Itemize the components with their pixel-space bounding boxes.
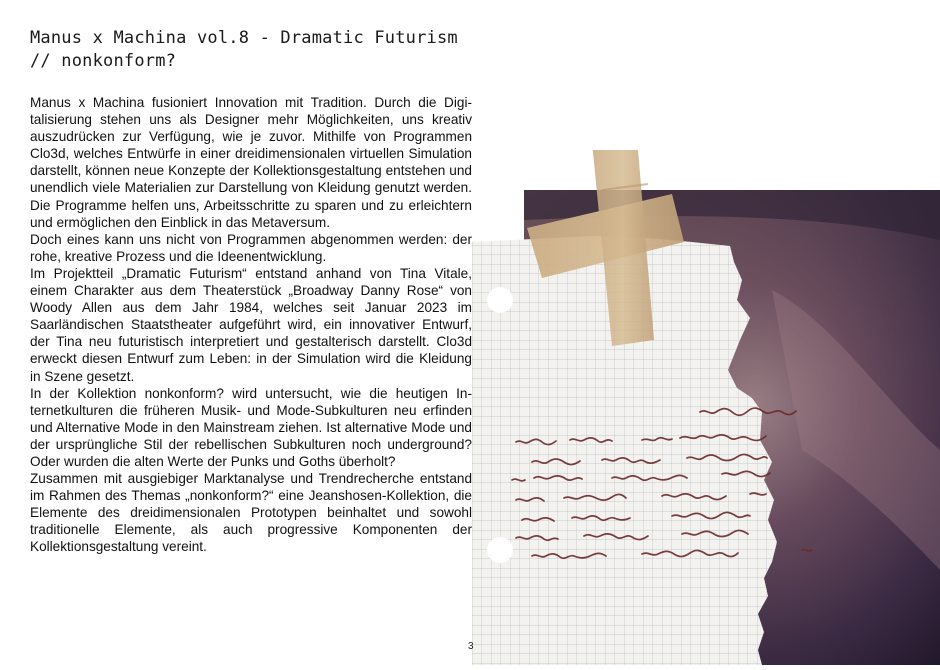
paragraph-1: Manus x Machina fusioniert Innovation mit Tradition. Durch die Digitalisierung stehen uns als Designer mehr Möglichkeiten, uns kreativ auszudrücken zur Verfügung, wie je zuvor. Mithilfe von Programmen Clo3d, welches Entwürfe in einer dreidimensionalen virtuellen Simulation darstellt, können neue Konzepte der Kollektionsgestaltung entstehen und unendlich viele Materialien zur Darstellung von Kleidung genutzt werden. Die Programme helfen uns, Arbeitsschritte zu sparen und zu erleichtern und ermöglichen den Einblick in das Metaversum. — [30, 95, 472, 230]
page-title — [30, 27, 480, 73]
paragraph-5: Zusammen mit ausgiebiger Marktanalyse und Trendrecherche entstand im Rahmen des Themas „nonkonform?“ eine Jeanshosen-Kollektion, die Elemente des dreidimensionalen Prototypen beinhaltet und sowohl traditionelle Elemente, als auch progressive Komponenten der Kollektionsgestaltung vereint. — [30, 471, 472, 555]
title-line-1: Manus x Machina vol.8 - Dramatic Futurism — [30, 28, 458, 48]
title-line-2: // nonkonform? — [30, 51, 177, 71]
paragraph-4: In der Kollektion nonkonform? wird untersucht, wie die heutigen Internetkulturen die früheren Musik- und Mode-Subkulturen neu erfinden und Alternative Mode in den Mainstream ziehen. Ist alternative Mode und der ursprüngliche Stil der rebellischen Subkulturen noch underground? Oder wurden die alten Werte der Punks und Goths überholt? — [30, 385, 472, 469]
paragraph-2: Doch eines kann uns nicht von Programmen abgenommen werden: der rohe, kreative Prozess und die Ideenentwicklung. — [30, 231, 472, 264]
body-text — [30, 94, 472, 556]
collage-image — [472, 150, 940, 665]
paragraph-3: Im Projektteil „Dramatic Futurism“ entstand anhand von Tina Vitale, einem Charakter aus dem Theaterstück „Broadway Danny Rose“ von Woody Allen aus dem Jahr 1984, welches seit Januar 2023 im Saarländischen Staatstheater aufgeführt wird, ein innovativer Entwurf, der Tina neu futuristisch interpretiert und gestalterisch darstellt. Clo3d erweckt diesen Entwurf zum Leben: in der Simulation wird die Kleidung in Szene gesetzt. — [30, 265, 472, 384]
collage-graphic — [472, 150, 940, 665]
page-number: 3 — [468, 641, 474, 652]
